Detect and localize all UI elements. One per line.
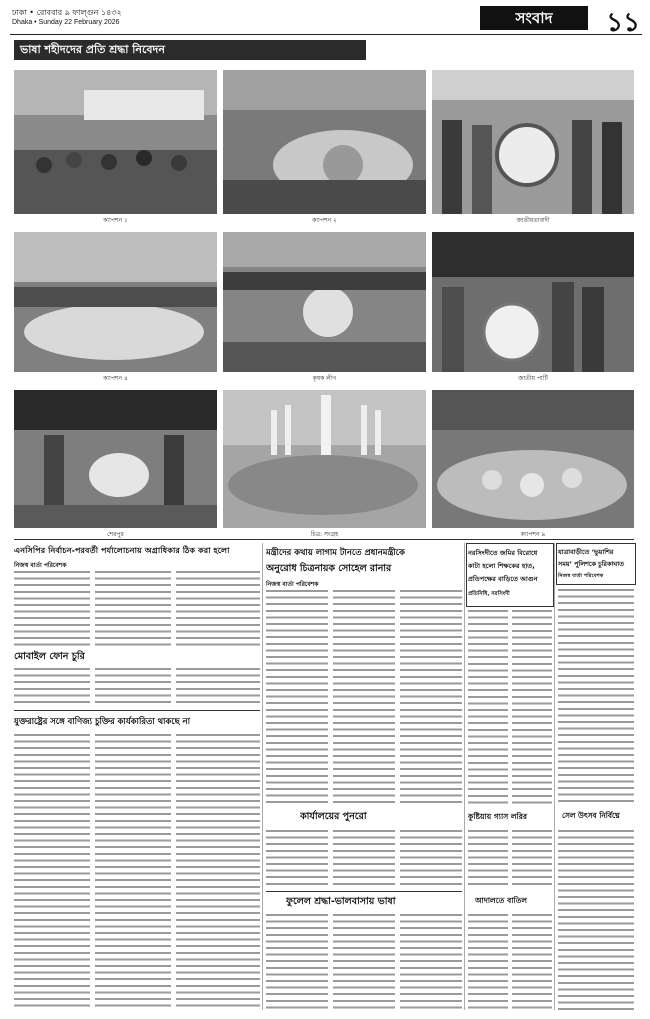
article-3-text-col1: [14, 732, 90, 1010]
article-7-headline-line2: কাটা হলো শিক্ষকের হাত,: [468, 562, 535, 570]
article-10-text-col1: [468, 912, 508, 1010]
photo-6-caption: জাতীয় পার্টি: [518, 375, 548, 382]
article-2-text-col1: [14, 666, 90, 706]
photo-6: [432, 232, 634, 372]
column-separator-1: [262, 543, 263, 1010]
section-divider: [14, 539, 634, 540]
column-separator-2: [464, 543, 465, 1010]
article-9-text-col1: [468, 828, 508, 888]
article-4-text-col2: [333, 588, 395, 808]
photo-7-caption: শেরপুর: [107, 531, 124, 538]
article-7-text-col1: [468, 608, 508, 808]
newspaper-logo: সংবাদ: [480, 6, 588, 30]
photo-8-caption: চিত্র: সংগ্রহ: [310, 531, 339, 538]
article-5-text-col3: [400, 828, 462, 888]
article-11-text: [558, 828, 634, 1010]
photo-2-caption: ক্যাপশন ২: [312, 217, 337, 224]
column-separator-3: [554, 543, 555, 1010]
article-7-headline-line3: প্রতিপক্ষের বাড়িতে আগুন: [468, 575, 538, 583]
article-3-text-col3: [176, 732, 260, 1010]
article-2-text-col2: [95, 666, 171, 706]
photo-2: [223, 70, 426, 214]
photo-9: [432, 390, 634, 528]
article-10-text-col2: [512, 912, 552, 1010]
article-4-headline-line2: অনুরোধ চিত্রনায়ক সোহেল রানার: [266, 563, 392, 574]
article-4-byline: নিজস্ব বার্তা পরিবেশক: [266, 581, 319, 588]
article-10-headline: আদালতে বাতিল: [475, 896, 528, 905]
article-6-text-col3: [400, 912, 462, 1010]
photo-4: [14, 232, 217, 372]
article-4-text-col1: [266, 588, 328, 808]
article-7-text-col2: [512, 608, 552, 808]
article-3-headline: যুক্তরাষ্ট্রের সঙ্গে বাণিজ্য চুক্তির কার্যকারিতা থাকছে না: [14, 716, 191, 726]
article-5-text-col1: [266, 828, 328, 888]
article-1-text-col1: [14, 569, 90, 649]
photo-8: [223, 390, 426, 528]
date-english: Dhaka • Sunday 22 February 2026: [12, 19, 120, 26]
article-5-text-col2: [333, 828, 395, 888]
article-9-headline: কুষ্টিয়ায় গ্যাস লরির: [468, 812, 528, 821]
article-4-headline-line1: মন্ত্রীদের কথায় লাগাম টানতে প্রধানমন্ত্রীকে: [266, 547, 405, 557]
article-6-headline: ফুলেল শ্রদ্ধা-ভালবাসায় ভাষা: [286, 896, 396, 907]
masthead: [10, 4, 642, 38]
article-7-byline: প্রতিনিধি, নরসিংদী: [468, 591, 510, 597]
article-2-headline: মোবাইল ফোন চুরি: [14, 651, 85, 662]
article-9-text-col2: [512, 828, 552, 888]
article-1-headline: এনসিপির নির্বাচন-পরবর্তী পর্যালোচনায় অগ্রাধিকার ঠিক করা হলো: [14, 545, 230, 555]
article-2-text-col3: [176, 666, 260, 706]
photo-7: [14, 390, 217, 528]
photo-3-caption: জাতীয়তাবাদী: [516, 217, 550, 224]
photo-5-caption: কৃষক লীগ: [312, 375, 337, 382]
date-bangla: ঢাকা • রোববার ৯ ফাল্গুন ১৪৩২: [12, 8, 122, 17]
section-banner: ভাষা শহীদদের প্রতি শ্রদ্ধা নিবেদন: [14, 40, 366, 60]
article-11-headline: সেল উৎসব নির্বিঘ্নে: [562, 811, 620, 820]
photo-4-caption: ক্যাপশন ৪: [103, 375, 128, 382]
article-1-text-col3: [176, 569, 260, 649]
article-8-text: [558, 587, 634, 807]
article-8-headline-line1: যাত্রাবাড়ীতে ‘ভুয়াশির: [558, 548, 614, 556]
article-1-text-col2: [95, 569, 171, 649]
article-8-headline-line2: সময়’ পুলিশকে চুরিকাঘাত: [558, 560, 624, 568]
article-4-text-col3: [400, 588, 462, 808]
photo-1: [14, 70, 217, 214]
article-5-headline: কার্যালয়ের পুনরো: [300, 811, 367, 822]
page-number: ১১: [606, 8, 640, 38]
article-6-text-col1: [266, 912, 328, 1010]
photo-9-caption: ক্যাপশন ৯: [520, 531, 546, 538]
divider-center: [266, 891, 462, 892]
article-6-text-col2: [333, 912, 395, 1010]
photo-1-caption: ক্যাপশন ১: [103, 217, 128, 224]
article-8-byline: নিজস্ব বার্তা পরিবেশক: [558, 573, 604, 579]
divider-col1: [14, 710, 260, 711]
photo-5: [223, 232, 426, 372]
article-1-byline: নিজস্ব বার্তা পরিবেশক: [14, 562, 67, 569]
photo-3: [432, 70, 634, 214]
article-7-headline-line1: নরসিংদীতে জমির বিরোধে: [468, 549, 538, 557]
article-3-text-col2: [95, 732, 171, 1010]
